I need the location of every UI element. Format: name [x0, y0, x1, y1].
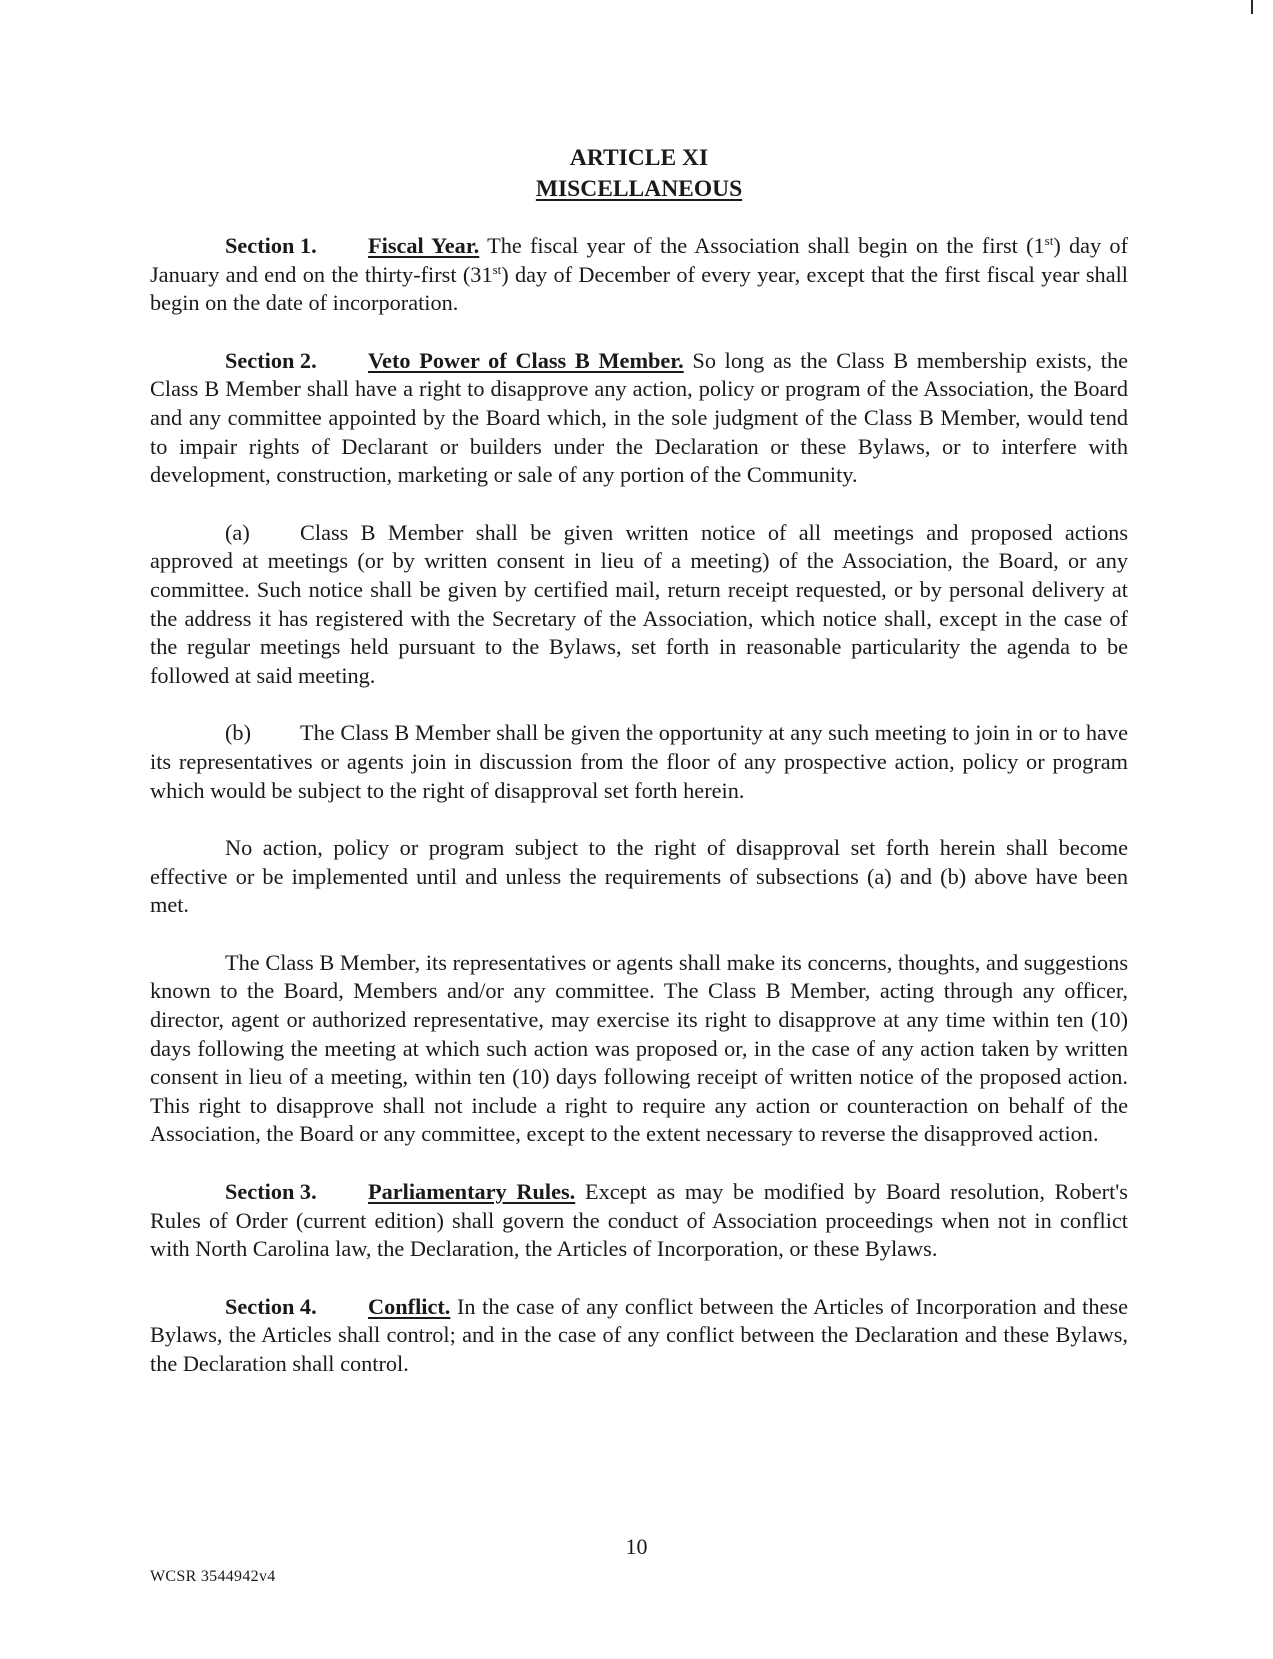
section-2-title: Veto Power of Class B Member. [368, 347, 684, 373]
subsection-b-paragraph [150, 719, 1128, 805]
section-2-text: So long as the Class B membership exists, the Class B Member shall have a right to disapprove any action, policy or program of the Association, the Board and any committee appointed by the Board which, in the sole judgment of the Class B Member, would tend to impair rights of Declarant or builders under the Declaration or these Bylaws, or to interfere with development, construction, marketing or sale of any portion of the Community. [150, 347, 1128, 488]
section-2-label: Section 2. [225, 347, 317, 373]
section-3-paragraph [150, 1178, 1128, 1264]
section-1-text-a: The fiscal year of the Association shall begin on the first (1 [479, 233, 1045, 258]
subsection-b-label: (b) [225, 720, 251, 746]
subsection-a-paragraph [150, 519, 1128, 691]
subsection-b-text: The Class B Member shall be given the opportunity at any such meeting to join in or to have its representatives or agents join in discussion from the floor of any prospective action, policy or program which would be subject to the right of disapproval set forth herein. [150, 720, 1128, 803]
section-1-title: Fiscal Year. [368, 233, 480, 258]
section-1-text-b: ) day of January and end on the thirty-first (31 [150, 233, 1128, 287]
section-1-sup-b: st [492, 261, 502, 277]
no-action-paragraph: No action, policy or program subject to the right of disapproval set forth herein shall become effective or be implemented until and unless the requirements of subsections (a) and (b) above have been met. [150, 835, 1128, 918]
subsection-a-text: Class B Member shall be given written notice of all meetings and proposed actions approved at meetings (or by written consent in lieu of a meeting) of the Association, the Board, or any committee. Such notice shall be given by certified mail, return receipt requested, or by personal delivery at the address it has registered with the Secretary of the Association, which notice shall, except in the case of the regular meetings held pursuant to the Bylaws, set forth in reasonable particularity the agenda to be followed at said meeting. [150, 519, 1128, 688]
article-heading [150, 143, 1128, 205]
page-number: 10 [625, 1534, 648, 1559]
section-4-label: Section 4. [225, 1293, 317, 1319]
document-body [150, 143, 1128, 1379]
article-number: ARTICLE XI [569, 145, 709, 171]
subsection-a-label: (a) [225, 519, 250, 545]
section-4-text: In the case of any conflict between the Articles of Incorporation and these Bylaws, the Articles shall control; and in the case of any conflict between the Declaration and these Bylaws, the Declaration shall control. [150, 1293, 1128, 1376]
section-3-title: Parliamentary Rules. [368, 1179, 576, 1205]
page-edge-mark [1251, 0, 1253, 14]
article-title [150, 174, 1128, 205]
article-title-text: MISCELLANEOUS [535, 176, 743, 202]
section-4-title: Conflict. [368, 1293, 451, 1319]
class-b-concerns-paragraph: The Class B Member, its representatives or agents shall make its concerns, thoughts, and suggestions known to the Board, Members and/or any committee. The Class B Member, acting through any officer, director, agent or authorized representative, may exercise its right to disapprove at any time within ten (10) days following the meeting at which such action was proposed or, in the case of any action taken by written consent in lieu of a meeting, within ten (10) days following receipt of written notice of the proposed action. This right to disapprove shall not include a right to require any action or counteraction on behalf of the Association, the Board or any committee, except to the extent necessary to reverse the disapproved action. [150, 949, 1128, 1147]
section-1-label: Section 1. [225, 233, 317, 258]
section-3-text: Except as may be modified by Board resolution, Robert's Rules of Order (current edition) shall govern the conduct of Association proceedings when not in conflict with North Carolina law, the Declaration, the Articles of Incorporation, or these Bylaws. [150, 1179, 1128, 1262]
section-3-label: Section 3. [225, 1179, 317, 1205]
document-id: WCSR 3544942v4 [150, 1568, 276, 1585]
section-1-paragraph [150, 232, 1128, 318]
section-1-text-c: ) day of December of every year, except that the first fiscal year shall begin on the date of incorporation. [150, 261, 1128, 316]
section-1-sup-a: st [1044, 233, 1054, 248]
section-4-paragraph [150, 1293, 1128, 1379]
section-2-paragraph [150, 347, 1128, 490]
